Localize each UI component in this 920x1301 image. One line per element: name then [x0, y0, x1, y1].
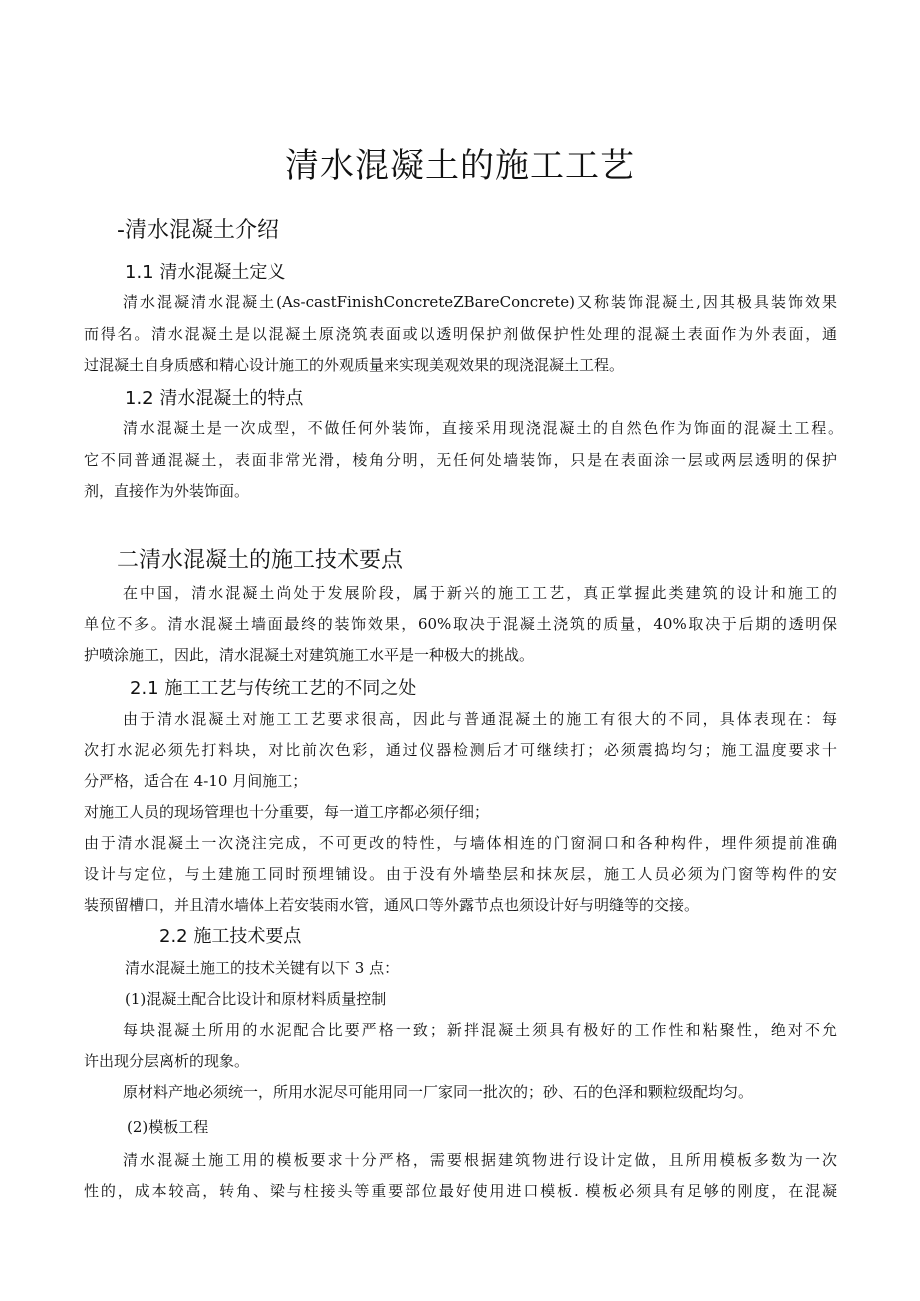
- paragraph-line: 由于清水混凝土一次浇注完成，不可更改的特性，与墙体相连的门窗洞口和各种构件，埋件须提前准确: [84, 834, 837, 852]
- paragraph-line: 性的，成本较高，转角、梁与柱接头等重要部位最好使用进口模板. 模板必须具有足够的刚度，在混凝: [84, 1182, 837, 1200]
- paragraph-line: 装预留槽口，并且清水墙体上若安装雨水管，通风口等外露节点也须设计好与明缝等的交接。: [84, 896, 700, 914]
- section-heading-1: -清水混凝土介绍: [117, 218, 279, 243]
- paragraph-line: 分严格，适合在 4-10 月间施工；: [84, 772, 308, 790]
- paragraph-line: 设计与定位，与土建施工同时预埋铺设。由于没有外墙垫层和抹灰层，施工人员必须为门窗等构件的安: [84, 865, 837, 883]
- paragraph-line: 它不同普通混凝土，表面非常光滑，棱角分明，无任何处墙装饰，只是在表面涂一层或两层透明的保护: [84, 451, 837, 469]
- paragraph-line: 清水混凝清水混凝土(As-castFinishConcreteZBareConcrete)又称装饰混凝土,因其极具装饰效果: [123, 293, 837, 311]
- list-item-heading: (2)模板工程: [127, 1118, 209, 1136]
- section-heading-2: 二清水混凝土的施工技术要点: [117, 548, 404, 573]
- list-item-heading: (1)混凝土配合比设计和原材料质量控制: [125, 990, 387, 1008]
- subsection-heading-1-1: 1.1 清水混凝土定义: [125, 262, 286, 283]
- paragraph-line: 清水混凝土施工用的模板要求十分严格，需要根据建筑物进行设计定做，且所用模板多数为一次: [123, 1151, 837, 1169]
- subsection-heading-2-2: 2.2 施工技术要点: [159, 926, 302, 947]
- paragraph-line: 过混凝土自身质感和精心设计施工的外观质量来实现美观效果的现浇混凝土工程。: [84, 356, 625, 374]
- paragraph-line: 清水混凝土是一次成型，不做任何外装饰，直接采用现浇混凝土的自然色作为饰面的混凝土工程。: [123, 419, 843, 437]
- paragraph-line: 剂，直接作为外装饰面。: [84, 482, 250, 500]
- paragraph-line: 而得名。清水混凝土是以混凝土原浇筑表面或以透明保护剂做保护性处理的混凝土表面作为外表面，通: [84, 325, 837, 343]
- paragraph-line: 在中国，清水混凝土尚处于发展阶段，属于新兴的施工工艺，真正掌握此类建筑的设计和施工的: [123, 584, 837, 602]
- paragraph-line: 对施工人员的现场管理也十分重要，每一道工序都必须仔细；: [84, 803, 490, 821]
- document-title: 清水混凝土的施工工艺: [285, 146, 635, 186]
- paragraph-line: 每块混凝土所用的水泥配合比要严格一致；新拌混凝土须具有极好的工作性和粘聚性，绝对不允: [123, 1021, 837, 1039]
- paragraph-line: 原材料产地必须统一，所用水泥尽可能用同一厂家同一批次的；砂、石的色泽和颗粒级配均匀。: [123, 1083, 754, 1101]
- paragraph-line: 护喷涂施工，因此，清水混凝土对建筑施工水平是一种极大的挑战。: [84, 646, 535, 664]
- paragraph-line: 由于清水混凝土对施工工艺要求很高，因此与普通混凝土的施工有很大的不同，具体表现在：每: [123, 710, 837, 728]
- paragraph-line: 单位不多。清水混凝土墙面最终的装饰效果，60%取决于混凝土浇筑的质量，40%取决于后期的透明保: [84, 615, 837, 633]
- paragraph-line: 清水混凝土施工的技术关键有以下 3 点：: [125, 959, 400, 977]
- subsection-heading-1-2: 1.2 清水混凝土的特点: [125, 388, 304, 409]
- paragraph-line: 许出现分层离析的现象。: [84, 1052, 250, 1070]
- paragraph-line: 次打水泥必须先打料块，对比前次色彩，通过仪器检测后才可继续打；必须震捣均匀；施工温度要求十: [84, 741, 837, 759]
- subsection-heading-2-1: 2.1 施工工艺与传统工艺的不同之处: [130, 678, 417, 699]
